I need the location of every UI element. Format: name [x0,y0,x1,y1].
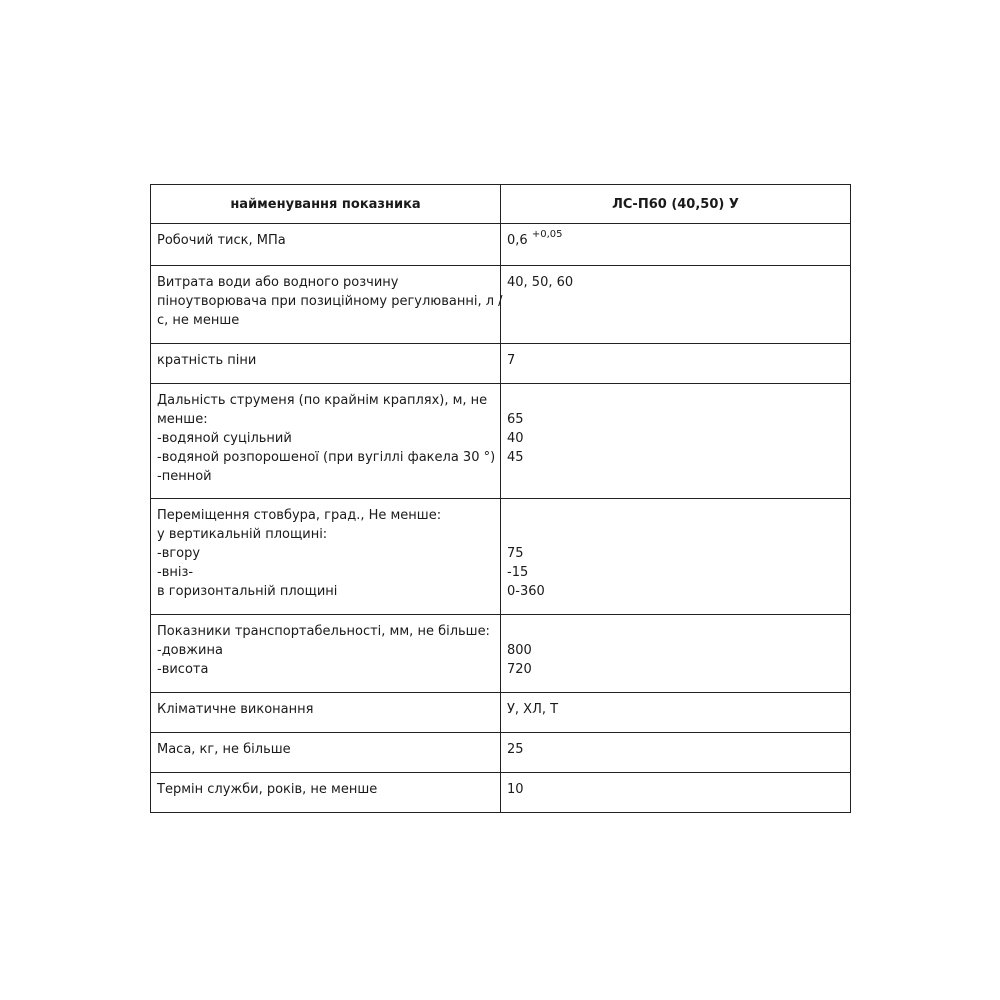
parameter-cell [151,615,501,693]
parameter-text: кратність піни [157,353,257,368]
value-text: 45 [507,450,524,465]
parameter-cell [151,773,501,813]
value-cell [501,499,851,615]
parameter-text: -висота [157,662,209,677]
value-text: 25 [507,742,524,757]
parameter-cell [151,499,501,615]
parameter-text: Переміщення стовбура, град., Не менше: [157,508,442,523]
table-header-row [151,185,851,224]
value-cell [501,224,851,266]
parameter-text: -довжина [157,643,223,658]
table-row [151,344,851,384]
table-row [151,224,851,266]
parameter-text: в горизонтальній площині [157,584,338,599]
parameter-text: -вгору [157,546,201,561]
table-row [151,733,851,773]
parameter-cell [151,693,501,733]
table-row [151,266,851,344]
value-cell [501,615,851,693]
table-row [151,693,851,733]
parameter-text: у вертикальній площині: [157,527,328,542]
value-cell [501,344,851,384]
parameter-text: Термін служби, років, не менше [157,782,378,797]
parameter-text: -вніз- [157,565,194,580]
parameter-cell [151,733,501,773]
specifications-table [150,184,851,813]
value-text: 65 [507,412,524,427]
parameter-text: Витрата води або водного розчину [157,275,399,290]
value-text: 40, 50, 60 [507,275,574,290]
parameter-cell [151,344,501,384]
parameter-cell [151,384,501,499]
value-tolerance: +0,05 [531,228,563,240]
value-cell [501,733,851,773]
parameter-text: піноутворювача при позиційному регулюванні, л / [157,294,503,309]
value-text: 40 [507,431,524,446]
parameter-cell [151,266,501,344]
value-text: У, ХЛ, Т [507,702,559,717]
table-row [151,499,851,615]
value-spacer [507,506,844,525]
value-text: 75 [507,546,524,561]
value-spacer [507,525,844,544]
parameter-text: с, не менше [157,313,240,328]
header-parameter-name: найменування показника [151,185,501,224]
parameter-text: Робочий тиск, МПа [157,233,286,248]
value-cell [501,266,851,344]
value-cell [501,693,851,733]
value-cell [501,773,851,813]
value-spacer [507,391,844,410]
value-text: 0,6 [507,233,528,248]
parameter-text: Дальність струменя (по крайнім краплях), м, не [157,393,488,408]
value-cell [501,384,851,499]
value-text: 720 [507,662,532,677]
parameter-text: Показники транспортабельності, мм, не більше: [157,624,490,639]
table-row [151,615,851,693]
parameter-text: Кліматичне виконання [157,702,314,717]
value-text: 10 [507,782,524,797]
parameter-text: -водяной розпорошеної (при вугіллі факела 30 °) [157,450,496,465]
header-model-name: ЛС-П60 (40,50) У [501,185,851,224]
value-spacer [507,622,844,641]
value-text-with-tolerance [507,228,844,250]
parameter-text: Маса, кг, не більше [157,742,291,757]
parameter-text: -водяной суцільний [157,431,292,446]
table-body [151,224,851,813]
value-text: 800 [507,643,532,658]
value-text: 0-360 [507,584,545,599]
parameter-text: менше: [157,412,208,427]
value-text: 7 [507,353,516,368]
table-row [151,773,851,813]
value-text: -15 [507,565,529,580]
parameter-cell [151,224,501,266]
table-row [151,384,851,499]
parameter-text: -пенной [157,469,212,484]
